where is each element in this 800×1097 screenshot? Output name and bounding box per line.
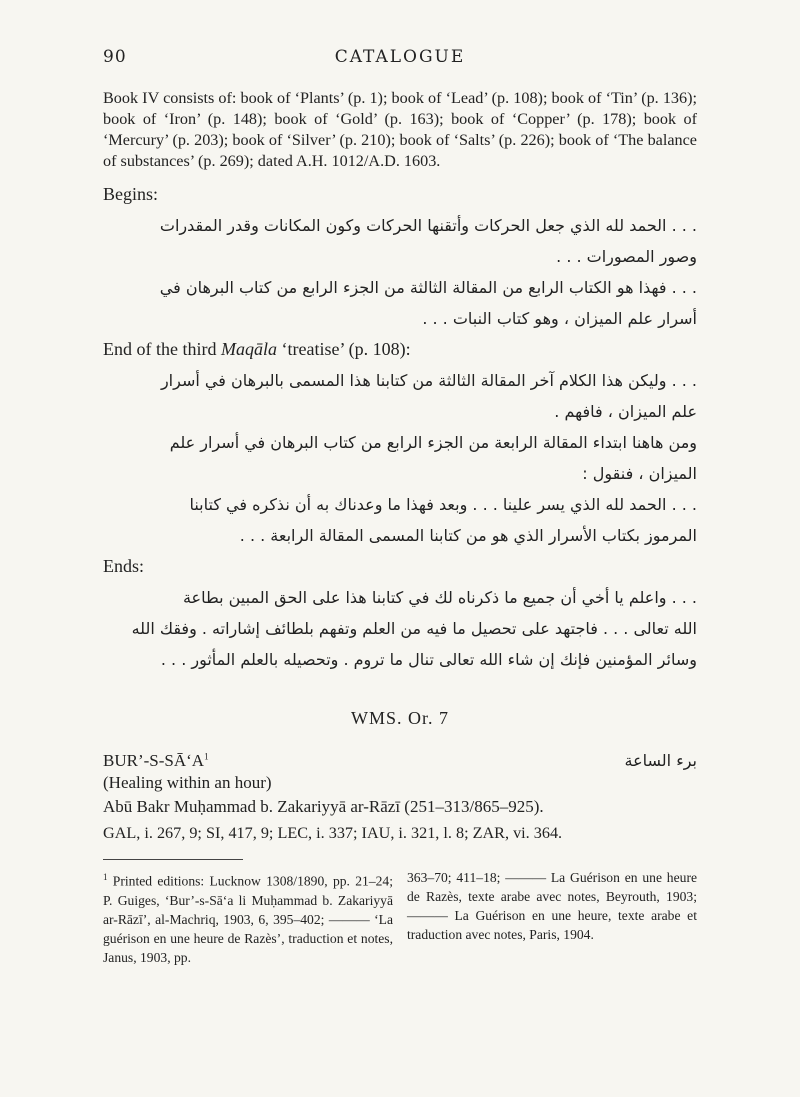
entry-references: GAL, i. 267, 9; SI, 417, 9; LEC, i. 337; IAU, i. 321, l. 8; ZAR, vi. 364. [103,824,563,842]
third-end-arabic-line: علم الميزان ، فافهم . [554,402,697,421]
page-number: 90 [103,47,127,67]
running-title: CATALOGUE [334,47,466,67]
footnotes [103,868,697,967]
third-end-arabic-line: . . . الحمد لله الذي يسر علينا . . . وبعد فهذا ما وعدناك به أن نذكره في كتابنا [189,495,697,514]
begins-heading: Begins: [103,184,159,204]
third-end-label-post: ‘treatise’ (p. 108): [276,339,411,359]
third-end-label-pre: End of the third [103,339,221,359]
third-end-label-italic: Maqāla [220,339,277,359]
entry-title-row [103,751,697,771]
footnote-ref-marker: 1 [204,751,209,762]
entry-title [103,751,209,771]
third-treatise-end-heading [103,339,697,360]
intro-paragraph: Book IV consists of: book of ‘Plants’ (p. 1); book of ‘Lead’ (p. 108); book of ‘Tin’ (p. 136); book of ‘Iron’ (p. 148); book of ‘Gold’ (p. 163); book of ‘Copper’ (p. 178); book of ‘Mercury’ (p. 203); book of ‘Silver’ (p. 210); book of ‘Salts’ (p. 226); book of ‘The balance of substances’ (p. 269); dated A.H. 1012/A.D. 1603. [103,89,697,170]
ends-arabic-line: الله تعالى . . . فاجتهد على تحصيل ما فيه من العلم وتفهم بلطائف إشاراته . وفقك الله [131,619,697,638]
footnote-column-left [103,868,393,967]
footnote-text-left: Printed editions: Lucknow 1308/1890, pp. 21–24; P. Guiges, ‘Bur’-s-Sā‘a li Muḥammad b. Zakariyyā ar-Rāzī’, al-Machriq, 1903, 6, 395–402; ——— ‘La guérison en une heure de Razès’, traduction et notes, Janus, 1903, pp. [103,873,393,965]
entry-subtitle: (Healing within an hour) [103,773,272,792]
page-body [103,88,697,967]
entry-author: Abū Bakr Muḥammad b. Zakariyyā ar-Rāzī (251–313/865–925). [103,797,544,816]
third-end-arabic-line: ومن هاهنا ابتداء المقالة الرابعة من الجزء الرابع من كتاب البرهان في أسرار علم [169,433,697,452]
begins-arabic-line: . . . الحمد لله الذي جعل الحركات وأتقنها الحركات وكون المكانات وقدر المقدرات [159,216,697,235]
ends-arabic-line: وسائر المؤمنين فإنك إن شاء الله تعالى تنال ما تروم . وتحصيله بالعلم المأثور . . . [160,650,697,669]
third-end-arabic-line: . . . وليكن هذا الكلام آخر المقالة الثالثة من كتابنا هذا المسمى بالبرهان في أسرار [160,371,697,390]
begins-arabic-line: أسرار علم الميزان ، وهو كتاب النبات . . . [422,309,697,328]
ends-heading: Ends: [103,556,145,576]
entry-title-arabic: برء الساعة [624,751,697,770]
shelfmark: WMS. Or. 7 [350,708,449,728]
footnote-column-right: 363–70; 411–18; ——— La Guérison en une heure de Razès, texte arabe avec notes, Beyrouth, 1903; ——— La Guérison en une heure, texte arabe et traduction avec notes, Paris, 1904. [407,870,697,942]
third-end-arabic-line: المرموز بكتاب الأسرار الذي هو من كتابنا المسمى المقالة الرابعة . . . [239,526,697,545]
begins-arabic-line: وصور المصورات . . . [556,247,697,266]
third-end-arabic-line: الميزان ، فنقول : [582,464,697,483]
begins-arabic-line: . . . فهذا هو الكتاب الرابع من المقالة الثالثة من الجزء الرابع من كتاب البرهان في [159,278,697,297]
title-transliteration: BUR’-S-SĀ‘A [103,751,205,770]
footnote-marker: 1 [103,872,108,882]
footnote-divider [103,859,243,860]
ends-arabic-line: . . . واعلم يا أخي أن جميع ما ذكرناه لك في كتابنا هذا على الحق المبين بطاعة [182,588,697,607]
